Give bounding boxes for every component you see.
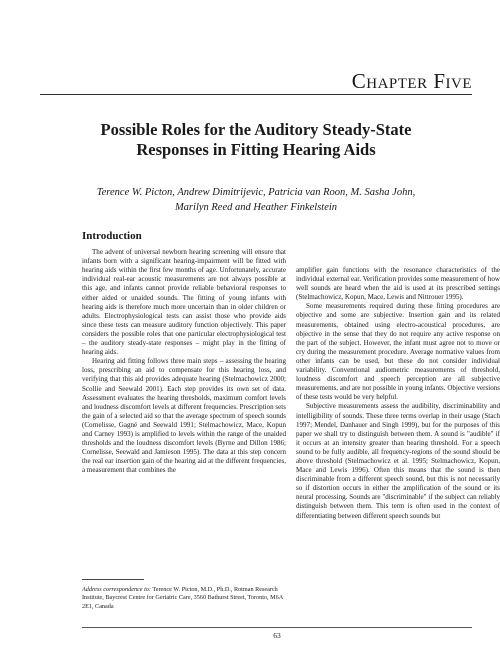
authors-line-1: Terence W. Picton, Andrew Dimitrijevic, Patricia van Roon, M. Sasha John, [96,187,416,198]
section-heading: Introduction [82,230,142,242]
footnote-body: Terence W. Picton, M.D., Ph.D., Rotman Research Institute, Baycrest Centre for Geriatric Care, 3560 Bathurst Street, Toronto, M6A 2E1, Canada [82,586,283,610]
title-line-1: Possible Roles for the Auditory Steady-State [100,120,412,139]
footnote [82,586,286,611]
title-line-2: Responses in Fitting Hearing Aids [136,140,376,159]
chapter-label: Chapter Five [351,69,472,93]
left-paragraph-2: Hearing aid fitting follows three main steps – assessing the hearing loss, prescribing an aid to compensate for this hearing loss, and verifying that this aid provides adequate hearing (Stelmachowicz 2000; Scollie and Seewald 2001). Each step provides its own set of data. Assessment evaluates the hearing thresholds, maximum comfort levels and loudness discomfort levels at different frequencies. Prescription sets the gain of a selected aid so that the average spectrum of speech sounds (Cornelisse, Gagné and Seewald 1991; Stelmachowicz, Mace, Kopun and Carney 1993) is amplified to levels within the range of the unaided thresholds and the loudness discomfort levels (Byrne and Dillon 1986; Cornelisse, Seewald and Jamieson 1995). The data at this step concern the real ear insertion gain of the hearing aid at the different frequencies, a measurement that combines the [82,357,286,475]
page-number: 63 [273,631,281,640]
chapter-rule [40,94,472,95]
right-paragraph-1: amplifier gain functions with the resonance characteristics of the individual external ear. Verification provides some measurement of how well sounds are heard when the aid is used at its prescribed settings (Stelmachowicz, Kopun, Mace, Lewis and Nittrouer 1995). [296,266,500,302]
right-paragraph-2: Some measurements required during these fitting procedures are objective and some are subjective. Insertion gain and its related measurements, obtained using electro-acoustical procedures, are objective in the sense that they do not require any active response on the part of the subject. However, the infant must agree not to move or cry during the measurement procedure. Average normative values from other infants can be used, but these do not consider individual variability. Conventional audiometric measurements of threshold, loudness discomfort and speech perception are all subjective measurements, and are not possible in young infants. Objective versions of these tests would be very helpful. [296,302,500,402]
right-paragraph-3: Subjective measurements assess the audibility, discriminability and intelligibility of sounds. These three terms overlap in their usage (Stach 1997; Mendel, Danhauer and Singh 1999), but for the purposes of this paper we shall try to distinguish between them. A sound is "audible" if it occurs at an intensity greater than hearing threshold. For a speech sound to be fully audible, all frequency-regions of the sound should be above threshold (Stelmachowicz et al. 1995; Stelmachowicz, Kopun, Mace and Lewis 1996). Often this means that the sound is then discriminable from a different speech sound, but this is not necessarily so if distortion occurs in either the amplification of the sound or its neural processing. Sounds are "discriminable" if the subject can reliably distinguish between them. This term is often used in the context of differentiating between different speech sounds but [296,402,500,520]
footnote-lead: Address correspondence to: [82,586,151,593]
paper-title [40,120,472,160]
left-column [82,232,286,475]
footnote-rule [82,579,144,580]
authors-line-2: Marilyn Reed and Heather Finkelstein [174,202,338,213]
author-list [40,185,472,215]
right-column [296,266,500,521]
left-paragraph-1: The advent of universal newborn hearing screening will ensure that infants born with a significant hearing-impairment will be fitted with hearing aids within the first few months of age. Unfortunately, accurate individual real-ear acoustic measurements are not always possible at this age, and infants cannot provide reliable behavioral responses to either aided or unaided sounds. The fitting of young infants with hearing aids is therefore much more uncertain than in older children or adults. Electrophysiological tests can assist those who provide aids since these tests can measure auditory function objectively. This paper considers the possible roles that one particular electrophysiological test – the auditory steady-state responses – might play in the fitting of hearing aids. [82,248,286,357]
page-bottom-rule [82,627,472,628]
